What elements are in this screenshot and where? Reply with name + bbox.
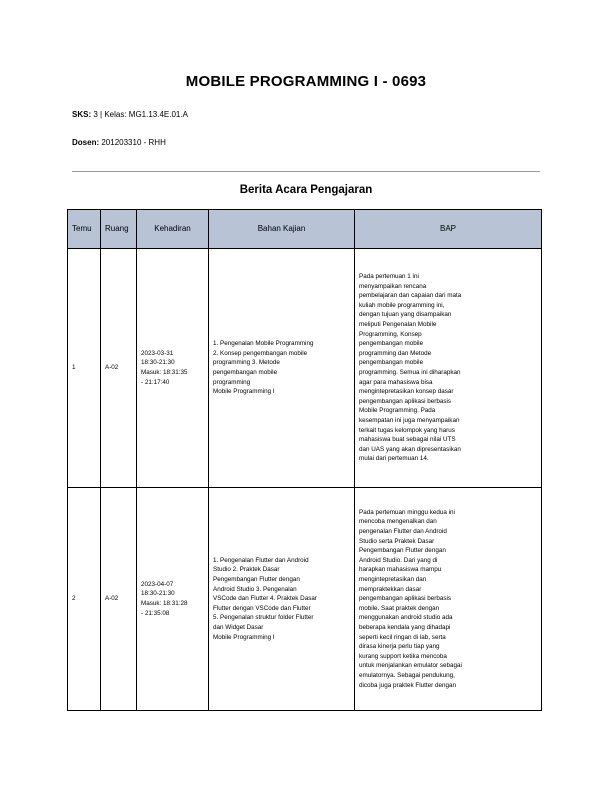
cell-kehadiran: 2023-04-07 18:30-21:30 Masuk: 18:31:28 - 21:35:08 [137, 488, 209, 711]
cell-temu: 1 [68, 249, 101, 488]
sks-value: 3 | Kelas: MG1.13.4E.01.A [93, 110, 188, 119]
header-bap: BAP [355, 210, 542, 249]
cell-ruang: A-02 [101, 488, 137, 711]
document-title: MOBILE PROGRAMMING I - 0693 [185, 73, 427, 90]
cell-bahan-kajian: 1. Pengenalan Mobile Programming 2. Konsep pengembangan mobile programming 3. Metode pengembangan mobile programming Mobile Programming I [209, 249, 355, 488]
lecturer-info [72, 138, 166, 147]
table-header-row [68, 210, 542, 249]
cell-kehadiran: 2023-03-31 18:30-21:30 Masuk: 18:31:35 - 21:17:40 [137, 249, 209, 488]
cell-bap: Pada pertemuan minggu kedua ini mencoba mengenalkan dan pengenalan Flutter dan Android Studio serta Praktek Dasar Pengembangan Flutter dengan Android Studio. Dari yang di harapkan mahasiswa mampu mengintepretasikan dan mempraktekkan dasar pengembangan aplikasi berbasis mobile. Saat praktek dengan menggunakan android studio ada beberapa kendala yang dihadapi seperti kecil ringan di lab, serta dirasa kinerja perlu tiap yang kurang support ketika mencoba untuk menjalankan emulator sebagai emulatornya. Sebagai pendukung, dicoba juga praktek Flutter dengan [355, 488, 542, 711]
cell-bahan-kajian: 1. Pengenalan Flutter dan Android Studio 2. Praktek Dasar Pengembangan Flutter dengan Android Studio 3. Pengenalan VSCode dan Flutter 4. Praktek Dasar Flutter dengan VSCode dan Flutter 5. Pengenalan struktur folder Flutter dan Widget Dasar Mobile Programming I [209, 488, 355, 711]
cell-ruang: A-02 [101, 249, 137, 488]
header-kehadiran: Kehadiran [137, 210, 209, 249]
dosen-value: 201203310 - RHH [101, 138, 166, 147]
divider [72, 171, 540, 172]
course-info [72, 110, 188, 119]
dosen-label: Dosen: [72, 138, 100, 147]
table-row [68, 488, 542, 711]
table-row [68, 249, 542, 488]
header-temu: Temu [68, 210, 101, 249]
header-bahan-kajian: Bahan Kajian [209, 210, 355, 249]
teaching-record-table [67, 209, 542, 711]
cell-temu: 2 [68, 488, 101, 711]
cell-bap: Pada pertemuan 1 ini menyampaikan rencana pembelajaran dan capaian dari mata kuliah mobile programming ini, dengan tujuan yang disampaikan meliputi Pengenalan Mobile Programming, Konsep pengembangan mobile programming dan Metode pengembangan mobile programming. Semua ini diharapkan agar para mahasiswa bisa mengintepretasikan konsep dasar pengembangan aplikasi berbasis Mobile Programming. Pada kesempatan ini juga menyampaikan terkait tugas kelompok yang harus mahasiswa buat sebagai nilai UTS dan UAS yang akan dipresentasikan mulai dari pertemuan 14. [355, 249, 542, 488]
section-title: Berita Acara Pengajaran [239, 184, 373, 196]
header-ruang: Ruang [101, 210, 137, 249]
sks-label: SKS: [72, 110, 92, 119]
